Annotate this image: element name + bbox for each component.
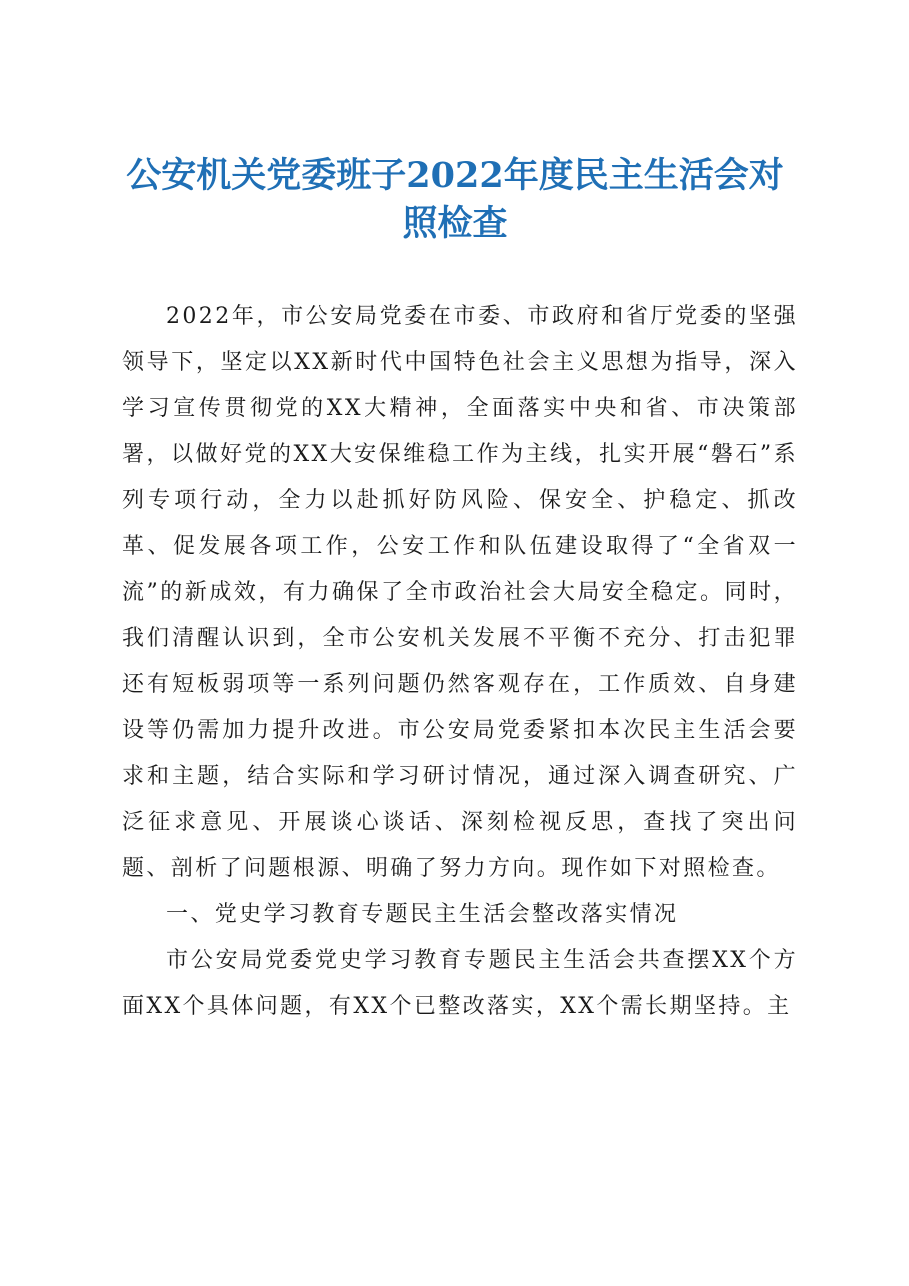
document-body — [122, 294, 798, 1030]
document-title: 公安机关党委班子2022年度民主生活会对照检查 — [126, 155, 784, 244]
section-heading-1: 一、党史学习教育专题民主生活会整改落实情况 — [166, 902, 679, 927]
paragraph-section-1: 市公安局党委党史学习教育专题民主生活会共查摆XX个方面XX个具体问题，有XX个已整改落实，XX个需长期坚持。主 — [122, 948, 798, 1019]
paragraph-intro: 2022年，市公安局党委在市委、市政府和省厅党委的坚强领导下，坚定以XX新时代中国特色社会主义思想为指导，深入学习宣传贯彻党的XX大精神，全面落实中央和省、市决策部署，以做好党的XX大安保维稳工作为主线，扎实开展“磐石”系列专项行动，全力以赴抓好防风险、保安全、护稳定、抓改革、促发展各项工作，公安工作和队伍建设取得了“全省双一流”的新成效，有力确保了全市政治社会大局安全稳定。同时，我们清醒认识到，全市公安机关发展不平衡不充分、打击犯罪还有短板弱项等一系列问题仍然客观存在，工作质效、自身建设等仍需加力提升改进。市公安局党委紧扣本次民主生活会要求和主题，结合实际和学习研讨情况，通过深入调查研究、广泛征求意见、开展谈心谈话、深刻检视反思，查找了突出问题、剖析了问题根源、明确了努力方向。现作如下对照检查。 — [122, 304, 798, 881]
